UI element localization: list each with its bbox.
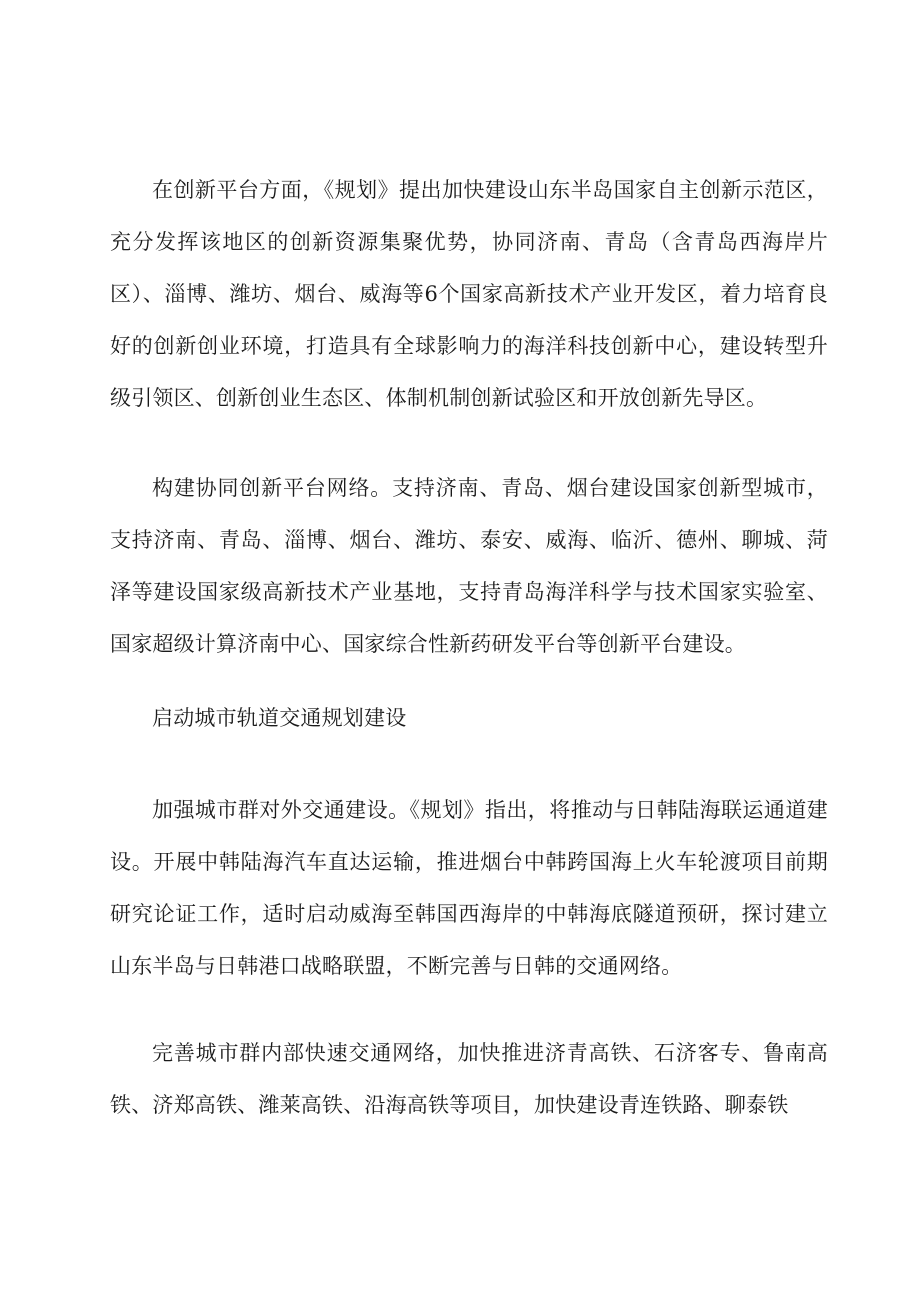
paragraph-external-transport: 加强城市群对外交通建设。《规划》指出，将推动与日韩陆海联运通道建设。开展中韩陆海汽车直达运输，推进烟台中韩跨国海上火车轮渡项目前期研究论证工作，适时启动威海至韩国西海岸的中韩海底隧道预研，探讨建立山东半岛与日韩港口战略联盟，不断完善与日韩的交通网络。 (110, 798, 828, 978)
section-heading-rail-transit: 启动城市轨道交通规划建设 (152, 706, 407, 730)
paragraph-internal-transport: 完善城市群内部快速交通网络，加快推进济青高铁、石济客专、鲁南高铁、济郑高铁、潍莱高铁、沿海高铁等项目，加快建设青连铁路、聊泰铁 (110, 1041, 828, 1117)
paragraph-collaborative-network: 构建协同创新平台网络。支持济南、青岛、烟台建设国家创新型城市，支持济南、青岛、淄博、烟台、潍坊、泰安、威海、临沂、德州、聊城、菏泽等建设国家级高新技术产业基地，支持青岛海洋科学与技术国家实验室、国家超级计算济南中心、国家综合性新药研发平台等创新平台建设。 (110, 476, 828, 656)
paragraph-innovation-platform: 在创新平台方面，《规划》提出加快建设山东半岛国家自主创新示范区，充分发挥该地区的创新资源集聚优势，协同济南、青岛（含青岛西海岸片区）、淄博、潍坊、烟台、威海等6个国家高新技术产业开发区，着力培育良好的创新创业环境，打造具有全球影响力的海洋科技创新中心，建设转型升级引领区、创新创业生态区、体制机制创新试验区和开放创新先导区。 (110, 178, 828, 410)
